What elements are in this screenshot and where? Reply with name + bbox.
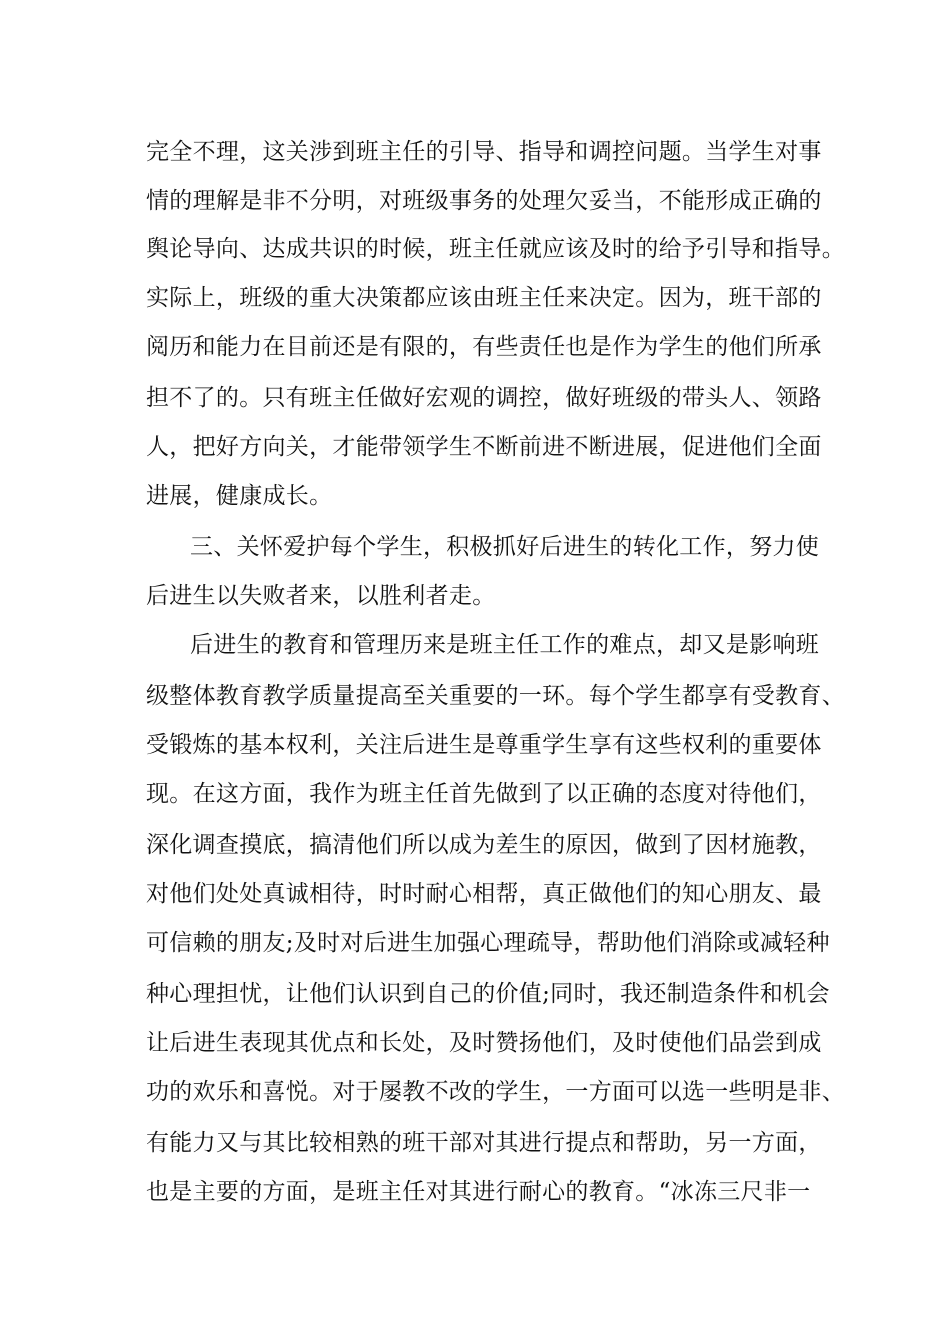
text-line: 受锻炼的基本权利，关注后进生是尊重学生享有这些权利的重要体: [146, 732, 822, 758]
text-line: 功的欢乐和喜悦。对于屡教不改的学生，一方面可以选一些明是非、: [146, 1079, 845, 1105]
text-line: 阅历和能力在目前还是有限的，有些责任也是作为学生的他们所承: [146, 334, 822, 360]
text-line: 担不了的。只有班主任做好宏观的调控，做好班级的带头人、领路: [146, 385, 822, 411]
text-line: 也是主要的方面，是班主任对其进行耐心的教育。“冰冻三尺非一: [146, 1179, 811, 1205]
text-line: 种心理担忧，让他们认识到自己的价值;同时，我还制造条件和机会: [146, 981, 830, 1007]
text-line: 级整体教育教学质量提高至关重要的一环。每个学生都享有受教育、: [146, 683, 845, 709]
text-line: 让后进生表现其优点和长处，及时赞扬他们，及时使他们品尝到成: [146, 1030, 822, 1056]
text-line: 情的理解是非不分明，对班级事务的处理欠妥当，不能形成正确的: [146, 188, 822, 214]
text-line: 人，把好方向关，才能带领学生不断前进不断进展，促进他们全面: [146, 434, 822, 460]
text-line: 后进生的教育和管理历来是班主任工作的难点，却又是影响班: [190, 632, 820, 658]
text-line: 有能力又与其比较相熟的班干部对其进行提点和帮助，另一方面，: [146, 1130, 822, 1156]
text-line: 舆论导向、达成共识的时候，班主任就应该及时的给予引导和指导。: [146, 236, 845, 262]
section-heading-line: 三、关怀爱护每个学生，积极抓好后进生的转化工作，努力使: [190, 534, 820, 560]
text-line: 现。在这方面，我作为班主任首先做到了以正确的态度对待他们，: [146, 781, 822, 807]
text-line: 深化调查摸底，搞清他们所以成为差生的原因，做到了因材施教，: [146, 832, 822, 858]
text-line: 可信赖的朋友;及时对后进生加强心理疏导，帮助他们消除或减轻种: [146, 930, 830, 956]
section-heading-line: 后进生以失败者来，以胜利者走。: [146, 583, 496, 609]
text-line: 完全不理，这关涉到班主任的引导、指导和调控问题。当学生对事: [146, 139, 822, 165]
text-line: 实际上，班级的重大决策都应该由班主任来决定。因为，班干部的: [146, 285, 822, 311]
text-line: 对他们处处真诚相待，时时耐心相帮，真正做他们的知心朋友、最: [146, 881, 822, 907]
text-line: 进展，健康成长。: [146, 483, 333, 509]
